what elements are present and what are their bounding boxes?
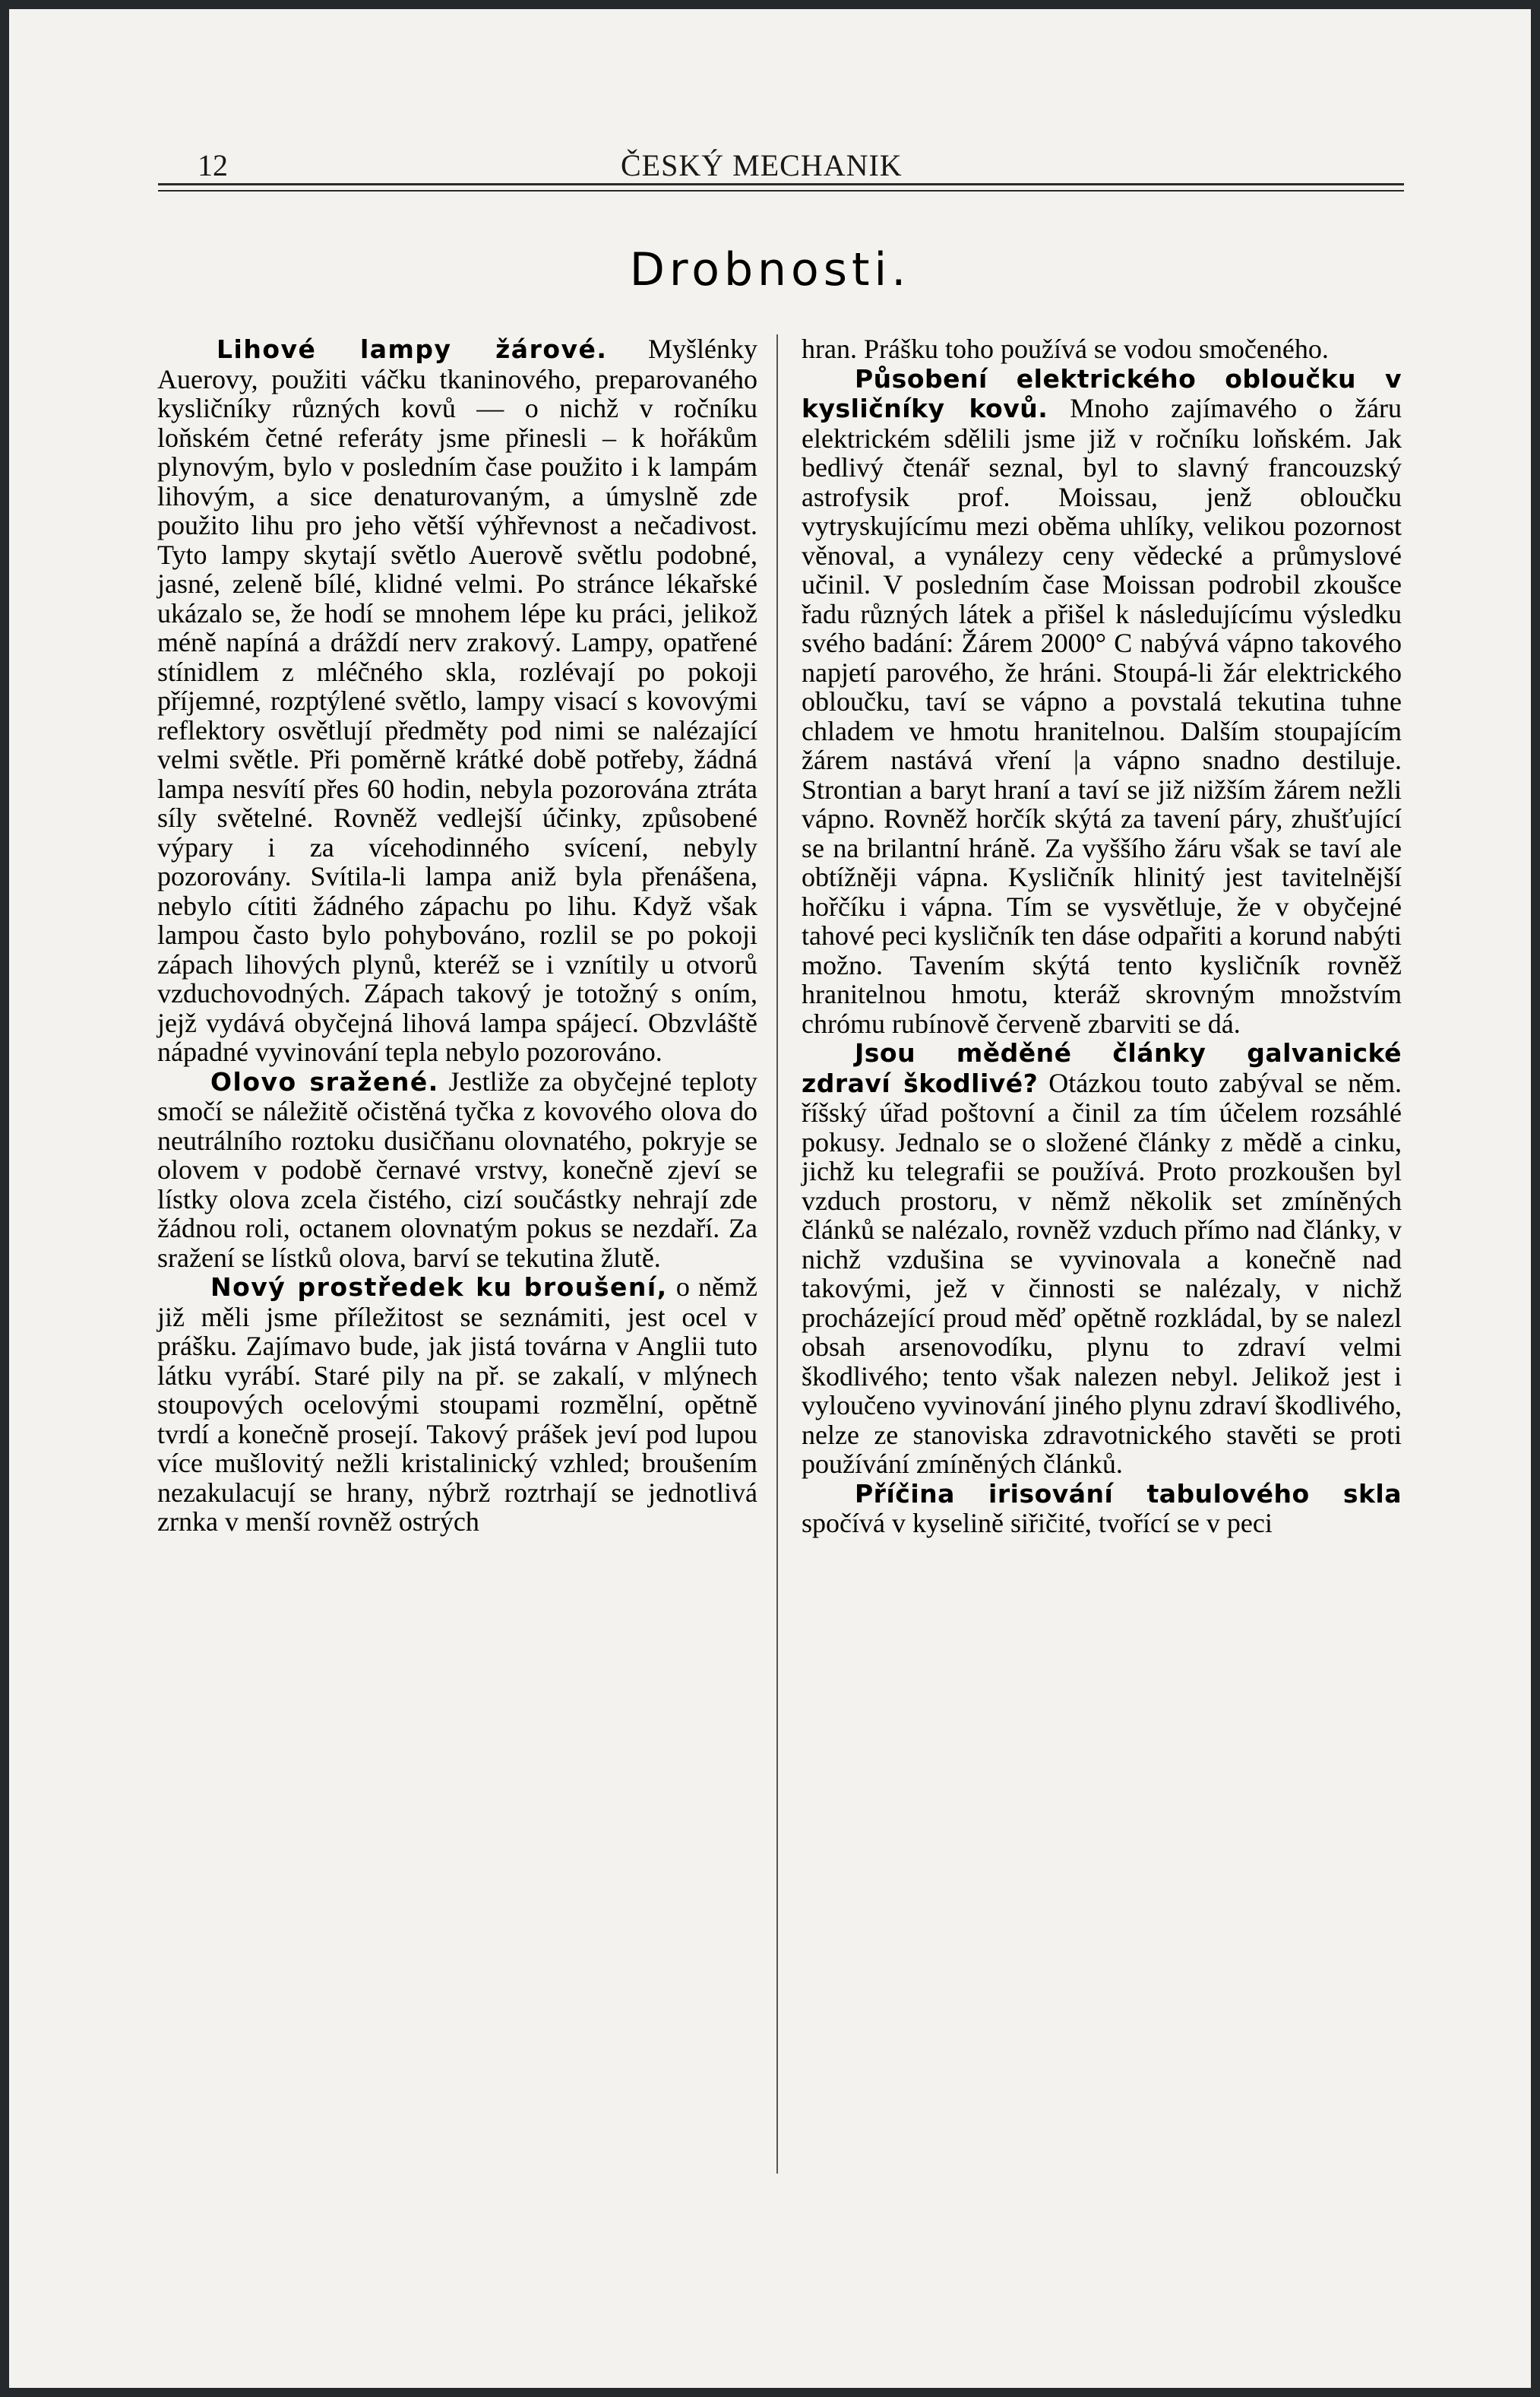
column-divider — [776, 334, 778, 2174]
header-rule-top — [158, 183, 1404, 185]
header-rule-bottom — [158, 190, 1404, 192]
article-oblouckek — [802, 364, 1402, 1039]
running-title: ČESKÝ MECHANIK — [621, 148, 903, 182]
article-text: Myšlénky Auerovy, použiti váčku tkaninového, preparovaného kysličníky různých kovů — o nichž v ročníku loňském četné referáty jsme přinesli – k hořákům plynovým, bylo v posledním čase použito i k lampám lihovým, a sice denaturovaným, a úmyslně zde použito lihu pro jeho větší výhřevnost a nečadivost. Tyto lampy skytají světlo Auerově světlu podobné, jasné, zeleně bílé, klidné velmi. Po stránce lékařské ukázalo se, že hodí se mnohem lépe ku práci, jelikož méně napíná a dráždí nerv zrakový. Lampy, opatřené stínidlem z mléčného skla, rozlévají po pokoji příjemné, rozptýlené světlo, lampy visací s kovovými reflektory osvětlují předměty pod nimi se nalézající velmi světle. Při poměrně krátké době potřeby, žádná lampa nesvítí přes 60 hodin, nebyla pozorována ztráta síly světelné. Rovněž vedlejší účinky, způsobené výpary i za vícehodinného svícení, nebyly pozorovány. Svítila-li lampa aniž byla přenášena, nebylo cítiti žádného zápachu po lihu. Když však lampou často bylo pohybováno, rozlil se po pokoji zápach lihových plynů, kteréž se i vznítily u otvorů vzduchovodných. Zápach takový je totožný s oním, jejž vydává obyčejná lihová lampa spájecí. Obzvláště nápadné vyvinování tepla nebylo pozorováno. — [157, 334, 758, 1067]
page-number: 12 — [198, 148, 228, 182]
article-heading: Nový prostředek ku broušení, — [210, 1272, 668, 1302]
article-heading: Lihové lampy žárové. — [217, 334, 608, 364]
article-text: Jestliže za obyčejné teploty smočí se náležitě očistěná tyčka z kovového olova do neutrálního roztoku dusičňanu olovnatého, pokryje se olovem v podobě černavé vrstvy, konečně zjeví se lístky olova zcela čistého, cizí součástky nehrají zde žádnou roli, octanem olovnatým pokus se nezdaří. Za sražení se lístků olova, barví se tekutina žlutě. — [157, 1066, 757, 1273]
article-heading: Olovo sražené. — [210, 1066, 439, 1097]
article-sklo — [802, 1479, 1402, 1538]
article-text: hran. Prášku toho používá se vodou smočeného. — [802, 334, 1329, 364]
article-brouseni — [157, 1272, 757, 1537]
article-clanky — [802, 1038, 1402, 1479]
article-text: o němž již měli jsme příležitost se seznámiti, jest ocel v prášku. Zajímavo bude, jak jistá továrna v Anglii tuto látku vyrábí. Staré pily na př. se zakalí, v mlýnech stoupových ocelovými stoupami rozmělní, opětně tvrdí a konečně prosejí. Takový prášek jeví pod lupou více mušlovitý nežli kristalinický vzhled; broušením nezakulacují se hrany, nýbrž roztrhají se jednotlivá zrnka v menší rovněž ostrých — [157, 1271, 758, 1537]
article-text: Otázkou touto zabýval se něm. říšský úřad poštovní a činil za tím účelem rozsáhlé pokusy. Jednalo se o složené články z mědě a cinku, jichž ku telegrafii se používá. Proto prozkoušen byl vzduch prostoru, v němž několik set zmíněných článků se nalézalo, rovněž vzduch přímo nad články, v nichž vzdušina se vyvinovala a konečně nad takovými, jež v činnosti se nalézaly, v nichž procházející proud měď opětně rozkládal, by se nalezl obsah arsenovodíku, plynu to zdraví velmi škodlivého; tento však nalezen nebyl. Jelikož jest i vyloučeno vyvinování jiného plynu zdraví škodlivého, nelze ze stanoviska zdravotnického stavěti se proti používání zmíněných článků. — [802, 1067, 1402, 1479]
article-text: Mnoho zajímavého o žáru elektrickém sdělili jsme již v ročníku loňském. Jak bedlivý čtenář seznal, byl to slavný francouzský astrofysik prof. Moissau, jenž obloučku vytryskujícímu mezi oběma uhlíky, velikou pozornost věnoval, a vynálezy ceny vědecké a průmyslové učinil. V posledním čase Moissan podrobil zkoušce řadu různých látek a přišel k následujícímu výsledku svého badání: Žárem 2000° C nabývá vápno takového napjetí parového, že hráni. Stoupá-li žár elektrického obloučku, taví se vápno a povstalá tekutina tuhne chladem ve hmotu hranitelnou. Dalším stoupajícím žárem nastává vření |a vápno snadno destiluje. Strontian a baryt hraní a taví se již nižším žárem nežli vápno. Rovněž horčík skýtá za tavení páry, zhušťující se na brilantní hráně. Za vyššího žáru však se taví ale obtížněji vápna. Kysličník hlinitý jest tavitelnější hořčíku i vápna. Tím se vysvětluje, že v obyčejné tahové peci kysličník ten dáse odpařiti a korund nabýti možno. Tavením skýtá tento kysličník rovněž hranitelnou hmotu, kteráž skrovným množstvím chrómu rubínově červeně zbarviti se dá. — [802, 393, 1402, 1039]
section-title: Drobnosti. — [629, 243, 911, 296]
article-olovo — [157, 1067, 757, 1273]
article-heading: Příčina irisování tabulového skla — [855, 1478, 1402, 1509]
left-column — [157, 334, 757, 1537]
article-continuation — [802, 334, 1402, 364]
right-column — [802, 334, 1402, 1538]
article-text: spočívá v kyselině siřičité, tvořící se v peci — [802, 1508, 1273, 1538]
article-heading: Jsou měděné články galvanické zdraví škodlivé? — [802, 1038, 1402, 1098]
article-heading: Působení elektrického obloučku v kysličníky kovů. — [802, 363, 1402, 423]
article-lihove-lampy — [157, 334, 757, 1067]
